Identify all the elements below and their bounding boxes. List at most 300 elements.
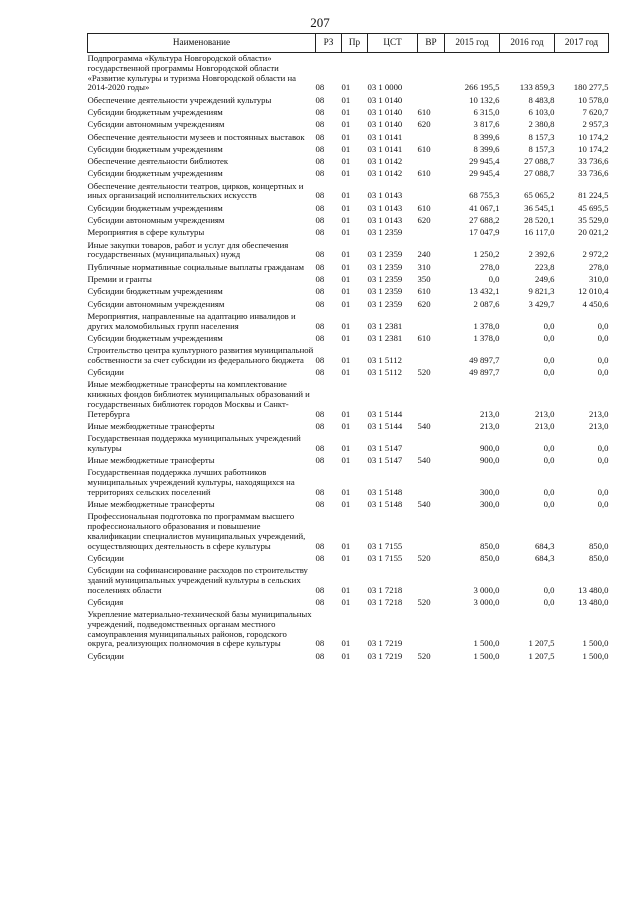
- cell-2016: 684,3: [534, 552, 555, 563]
- cell-rz: 08: [315, 286, 325, 297]
- cell-2016: 0,0: [543, 367, 555, 378]
- cell-rz: 08: [315, 249, 325, 260]
- cell-vr: [418, 345, 445, 367]
- cell-pr: 01: [341, 202, 351, 213]
- table-row: [88, 379, 609, 420]
- cell-2017: 20 021,2: [578, 227, 609, 238]
- cell-pr: 01: [341, 638, 351, 649]
- cell-2016: 0,0: [543, 442, 555, 453]
- cell-2017: 180 277,5: [573, 82, 609, 93]
- cell-rz: 08: [315, 420, 325, 431]
- cell-name: Субсидии автономным учреждениям: [87, 298, 225, 309]
- cell-name: Мероприятия, направленные на адаптацию инвалидов и других маломобильных групп населения: [87, 310, 296, 331]
- cell-2015: 900,0: [479, 455, 500, 466]
- cell-cst: 03 1 7218: [367, 596, 403, 607]
- header-2015: 2015 год: [445, 34, 500, 53]
- cell-cst: 03 1 0142: [367, 156, 403, 167]
- cell-vr: 610: [417, 332, 431, 343]
- cell-2015: 29 945,4: [469, 168, 500, 179]
- cell-2016: 8 157,3: [528, 143, 555, 154]
- cell-vr: 310: [417, 261, 431, 272]
- cell-2017: 1 500,0: [582, 638, 609, 649]
- cell-name: Подпрограмма «Культура Новгородской области» государственной программы Новгородской области «Развитие культуры и туризма Новгородской области на 2014-2020 годы»: [87, 53, 296, 93]
- cell-2017: 0,0: [597, 486, 609, 497]
- cell-name: Субсидии автономным учреждениям: [87, 119, 225, 130]
- cell-rz: 08: [315, 455, 325, 466]
- cell-name: Субсидии бюджетным учреждениям: [87, 143, 223, 154]
- cell-rz: 08: [315, 261, 325, 272]
- cell-2015: 300,0: [479, 499, 500, 510]
- table-row: [88, 333, 609, 345]
- cell-2016: 0,0: [543, 455, 555, 466]
- cell-2016: 36 545,1: [524, 202, 555, 213]
- cell-name: Субсидии бюджетным учреждениям: [87, 286, 223, 297]
- cell-2015: 1 378,0: [473, 320, 500, 331]
- cell-2017: 13 480,0: [578, 584, 609, 595]
- cell-vr: 620: [417, 119, 431, 130]
- cell-2017: 850,0: [588, 540, 609, 551]
- cell-vr: [418, 467, 445, 499]
- cell-pr: 01: [341, 190, 351, 201]
- cell-pr: 01: [341, 286, 351, 297]
- cell-2016: 6 103,0: [528, 107, 555, 117]
- cell-2015: 266 195,5: [464, 82, 500, 93]
- cell-vr: 350: [417, 273, 431, 284]
- cell-cst: 03 1 7218: [367, 584, 403, 595]
- cell-2017: 310,0: [588, 273, 609, 284]
- table-row: [88, 311, 609, 333]
- cell-rz: 08: [315, 227, 325, 238]
- table-row: [88, 298, 609, 310]
- table-row: [88, 53, 609, 95]
- table-row: [88, 227, 609, 239]
- cell-vr: 540: [417, 455, 431, 466]
- cell-2017: 0,0: [597, 354, 609, 365]
- cell-rz: 08: [315, 552, 325, 563]
- cell-pr: 01: [341, 261, 351, 272]
- cell-name: Строительство центра культурного развития муниципальной собственности за счет субсидии из федерального бюджета: [87, 345, 314, 365]
- cell-pr: 01: [341, 332, 351, 343]
- cell-cst: 03 1 5148: [367, 486, 403, 497]
- cell-2017: 2 957,3: [582, 119, 609, 130]
- cell-name: Субсидии на софинансирование расходов по строительству зданий муниципальных учреждений культуры в сельских поселениях области: [87, 565, 308, 595]
- cell-rz: 08: [315, 442, 325, 453]
- table-row: [88, 286, 609, 298]
- cell-2017: 0,0: [597, 499, 609, 510]
- cell-pr: 01: [341, 552, 351, 563]
- cell-rz: 08: [315, 486, 325, 497]
- cell-pr: 01: [341, 215, 351, 226]
- cell-pr: 01: [341, 584, 351, 595]
- cell-pr: 01: [341, 408, 351, 419]
- cell-cst: 03 1 5144: [367, 420, 403, 431]
- cell-2017: 2 972,2: [582, 249, 609, 260]
- table-body: [88, 53, 609, 663]
- cell-2016: 0,0: [543, 499, 555, 510]
- cell-name: Субсидии: [87, 552, 124, 563]
- cell-rz: 08: [315, 298, 325, 309]
- cell-2016: 16 117,0: [524, 227, 555, 238]
- cell-rz: 08: [315, 320, 325, 331]
- table-row: [88, 156, 609, 168]
- cell-name: Иные закупки товаров, работ и услуг для обеспечения государственных (муниципальных) нужд: [87, 239, 289, 260]
- cell-2017: 0,0: [597, 332, 609, 343]
- cell-2015: 27 688,2: [469, 215, 500, 226]
- cell-cst: 03 1 7155: [367, 552, 403, 563]
- cell-rz: 08: [315, 168, 325, 179]
- cell-vr: [418, 53, 445, 95]
- cell-pr: 01: [341, 455, 351, 466]
- cell-rz: 08: [315, 143, 325, 154]
- cell-cst: 03 1 0000: [367, 82, 403, 93]
- table-row: [88, 239, 609, 261]
- cell-2015: 10 132,6: [469, 94, 500, 105]
- cell-pr: 01: [341, 540, 351, 551]
- table-row: [88, 94, 609, 106]
- cell-cst: 03 1 0141: [367, 143, 403, 154]
- cell-name: Иные межбюджетные трансферты: [87, 420, 215, 431]
- table-row: [88, 511, 609, 552]
- cell-name: Публичные нормативные социальные выплаты гражданам: [87, 261, 305, 272]
- cell-2016: 27 088,7: [524, 168, 555, 179]
- table-row: [88, 367, 609, 379]
- cell-vr: [418, 311, 445, 333]
- cell-vr: [418, 511, 445, 552]
- cell-rz: 08: [315, 367, 325, 378]
- cell-rz: 08: [315, 273, 325, 284]
- cell-pr: 01: [341, 650, 351, 661]
- cell-2015: 1 378,0: [473, 332, 500, 343]
- cell-name: Субсидии: [87, 650, 124, 661]
- cell-2016: 249,6: [534, 273, 555, 284]
- cell-rz: 08: [315, 82, 325, 93]
- cell-2015: 68 755,3: [469, 190, 500, 201]
- cell-pr: 01: [341, 82, 351, 93]
- table-row: [88, 345, 609, 367]
- table-row: [88, 609, 609, 650]
- cell-pr: 01: [341, 227, 351, 238]
- cell-2016: 0,0: [543, 596, 555, 607]
- cell-2017: 7 620,7: [582, 107, 609, 117]
- cell-vr: [418, 379, 445, 420]
- cell-cst: 03 1 2359: [367, 261, 403, 272]
- cell-rz: 08: [315, 408, 325, 419]
- cell-pr: 01: [341, 131, 351, 142]
- cell-vr: 610: [417, 202, 431, 213]
- cell-2015: 1 250,2: [473, 249, 500, 260]
- cell-2017: 10 174,2: [578, 131, 609, 142]
- cell-rz: 08: [315, 119, 325, 130]
- cell-cst: 03 1 0142: [367, 168, 403, 179]
- cell-name: Обеспечение деятельности учреждений культуры: [87, 94, 272, 105]
- cell-vr: [418, 156, 445, 168]
- cell-2017: 0,0: [597, 455, 609, 466]
- table-row: [88, 144, 609, 156]
- table-row: [88, 553, 609, 565]
- cell-2015: 29 945,4: [469, 156, 500, 167]
- table-row: [88, 131, 609, 143]
- cell-vr: 240: [417, 249, 431, 260]
- cell-2016: 1 207,5: [528, 650, 555, 661]
- cell-vr: 610: [417, 107, 431, 117]
- cell-2017: 33 736,6: [578, 156, 609, 167]
- cell-cst: 03 1 2359: [367, 249, 403, 260]
- cell-2016: 0,0: [543, 354, 555, 365]
- cell-cst: 03 1 7155: [367, 540, 403, 551]
- cell-2017: 850,0: [588, 552, 609, 563]
- cell-name: Премии и гранты: [87, 273, 152, 284]
- cell-2017: 213,0: [588, 408, 609, 419]
- table-row: [88, 261, 609, 273]
- cell-2016: 133 859,3: [519, 82, 555, 93]
- cell-rz: 08: [315, 190, 325, 201]
- cell-cst: 03 1 0140: [367, 94, 403, 105]
- cell-2017: 278,0: [588, 261, 609, 272]
- cell-2015: 850,0: [479, 552, 500, 563]
- cell-name: Обеспечение деятельности театров, цирков, концертных и иных организаций исполнительских искусств: [87, 180, 304, 201]
- cell-cst: 03 1 2359: [367, 286, 403, 297]
- cell-pr: 01: [341, 119, 351, 130]
- cell-name: Мероприятия в сфере культуры: [87, 227, 205, 238]
- cell-2017: 13 480,0: [578, 596, 609, 607]
- cell-2017: 81 224,5: [578, 190, 609, 201]
- header-row: [88, 34, 609, 53]
- cell-pr: 01: [341, 143, 351, 154]
- cell-2016: 2 380,8: [528, 119, 555, 130]
- cell-pr: 01: [341, 420, 351, 431]
- cell-cst: 03 1 0143: [367, 202, 403, 213]
- cell-name: Иные межбюджетные трансферты: [87, 499, 215, 510]
- cell-2017: 10 174,2: [578, 143, 609, 154]
- cell-2016: 213,0: [534, 408, 555, 419]
- cell-pr: 01: [341, 499, 351, 510]
- cell-2016: 0,0: [543, 332, 555, 343]
- cell-rz: 08: [315, 156, 325, 167]
- cell-pr: 01: [341, 94, 351, 105]
- cell-cst: 03 1 5144: [367, 408, 403, 419]
- cell-2015: 13 432,1: [469, 286, 500, 297]
- cell-name: Обеспечение деятельности музеев и постоянных выставок: [87, 131, 305, 142]
- cell-vr: [418, 565, 445, 597]
- cell-cst: 03 1 5148: [367, 499, 403, 510]
- cell-cst: 03 1 0143: [367, 215, 403, 226]
- cell-2016: 65 065,2: [524, 190, 555, 201]
- cell-2015: 17 047,9: [469, 227, 500, 238]
- cell-name: Субсидии бюджетным учреждениям: [87, 202, 223, 213]
- cell-2016: 213,0: [534, 420, 555, 431]
- cell-name: Обеспечение деятельности библиотек: [87, 156, 229, 167]
- cell-cst: 03 1 0140: [367, 107, 403, 117]
- cell-vr: 620: [417, 298, 431, 309]
- cell-2016: 0,0: [543, 584, 555, 595]
- cell-cst: 03 1 0141: [367, 131, 403, 142]
- cell-2015: 0,0: [488, 273, 500, 284]
- page-number: 207: [310, 15, 330, 30]
- cell-rz: 08: [315, 650, 325, 661]
- cell-cst: 03 1 5112: [367, 367, 402, 378]
- cell-vr: 610: [417, 143, 431, 154]
- cell-rz: 08: [315, 638, 325, 649]
- cell-rz: 08: [315, 332, 325, 343]
- table-row: [88, 433, 609, 455]
- cell-name: Иные межбюджетные трансферты на комплектование книжных фондов библиотек муниципальных образований и государственных библиотек городов Москвы и Санкт-Петербурга: [87, 379, 310, 419]
- cell-vr: 610: [417, 168, 431, 179]
- cell-cst: 03 1 2381: [367, 320, 403, 331]
- cell-vr: 520: [417, 367, 431, 378]
- table-row: [88, 119, 609, 131]
- cell-rz: 08: [315, 540, 325, 551]
- cell-vr: [418, 227, 445, 239]
- cell-cst: 03 1 5112: [367, 354, 402, 365]
- cell-pr: 01: [341, 367, 351, 378]
- cell-vr: [418, 131, 445, 143]
- header-pr: Пр: [342, 34, 368, 53]
- cell-vr: 540: [417, 420, 431, 431]
- cell-cst: 03 1 7219: [367, 638, 403, 649]
- cell-cst: 03 1 2381: [367, 332, 403, 343]
- cell-2017: 10 578,0: [578, 94, 609, 105]
- table-row: [88, 202, 609, 214]
- cell-pr: 01: [341, 486, 351, 497]
- cell-2015: 1 500,0: [473, 650, 500, 661]
- cell-2015: 300,0: [479, 486, 500, 497]
- cell-rz: 08: [315, 131, 325, 142]
- cell-cst: 03 1 0140: [367, 119, 403, 130]
- table-row: [88, 499, 609, 511]
- cell-2015: 278,0: [479, 261, 500, 272]
- cell-2016: 223,8: [534, 261, 555, 272]
- cell-2015: 8 399,6: [473, 143, 500, 154]
- cell-2017: 4 450,6: [582, 298, 609, 309]
- cell-name: Субсидии бюджетным учреждениям: [87, 168, 223, 179]
- cell-name: Субсидии бюджетным учреждениям: [87, 107, 223, 117]
- cell-rz: 08: [315, 584, 325, 595]
- cell-2015: 1 500,0: [473, 638, 500, 649]
- table-row: [88, 215, 609, 227]
- cell-2017: 12 010,4: [578, 286, 609, 297]
- budget-table: [87, 33, 609, 663]
- cell-vr: 620: [417, 215, 431, 226]
- cell-2015: 850,0: [479, 540, 500, 551]
- table-row: [88, 168, 609, 180]
- table-row: [88, 597, 609, 609]
- cell-2015: 2 087,6: [473, 298, 500, 309]
- cell-rz: 08: [315, 202, 325, 213]
- cell-vr: 520: [417, 596, 431, 607]
- cell-vr: [418, 609, 445, 650]
- header-name: Наименование: [88, 34, 316, 53]
- header-rz: РЗ: [316, 34, 342, 53]
- cell-2016: 9 821,3: [528, 286, 555, 297]
- cell-cst: 03 1 2359: [367, 273, 403, 284]
- cell-2015: 213,0: [479, 420, 500, 431]
- cell-2017: 35 529,0: [578, 215, 609, 226]
- cell-2015: 213,0: [479, 408, 500, 419]
- cell-name: Субсидии автономным учреждениям: [87, 215, 225, 226]
- cell-2017: 0,0: [597, 320, 609, 331]
- cell-2017: 213,0: [588, 420, 609, 431]
- cell-vr: 520: [417, 552, 431, 563]
- cell-2015: 8 399,6: [473, 131, 500, 142]
- header-cst: ЦСТ: [368, 34, 418, 53]
- cell-2015: 6 315,0: [473, 107, 500, 117]
- cell-rz: 08: [315, 499, 325, 510]
- cell-2017: 33 736,6: [578, 168, 609, 179]
- cell-vr: [418, 94, 445, 106]
- header-2016: 2016 год: [500, 34, 555, 53]
- cell-rz: 08: [315, 354, 325, 365]
- cell-name: Профессиональная подготовка по программам высшего профессионального образования и повышение квалификации специалистов муниципальных учреждений, осуществляющих деятельность в сфере культуры: [87, 511, 306, 551]
- cell-2016: 0,0: [543, 486, 555, 497]
- cell-2015: 49 897,7: [469, 354, 500, 365]
- cell-2015: 3 000,0: [473, 584, 500, 595]
- cell-pr: 01: [341, 107, 351, 117]
- cell-vr: [418, 433, 445, 455]
- cell-rz: 08: [315, 107, 325, 117]
- cell-2016: 3 429,7: [528, 298, 555, 309]
- cell-cst: 03 1 5147: [367, 455, 403, 466]
- cell-cst: 03 1 2359: [367, 227, 403, 238]
- cell-name: Укрепление материально-технической базы муниципальных учреждений, подведомственных органам местного самоуправления муниципальных районов, городского округа, реализующих полномочия в сфере культуры: [87, 609, 312, 649]
- table-row: [88, 274, 609, 286]
- cell-pr: 01: [341, 168, 351, 179]
- cell-name: Субсидии бюджетным учреждениям: [87, 332, 223, 343]
- cell-2016: 2 392,6: [528, 249, 555, 260]
- cell-2015: 3 817,6: [473, 119, 500, 130]
- cell-2015: 900,0: [479, 442, 500, 453]
- cell-vr: [418, 180, 445, 202]
- cell-2017: 45 695,5: [578, 202, 609, 213]
- cell-rz: 08: [315, 94, 325, 105]
- cell-name: Иные межбюджетные трансферты: [87, 455, 215, 466]
- cell-2016: 27 088,7: [524, 156, 555, 167]
- table-row: [88, 180, 609, 202]
- cell-2016: 8 157,3: [528, 131, 555, 142]
- cell-name: Субсидии: [87, 367, 124, 378]
- cell-pr: 01: [341, 442, 351, 453]
- cell-name: Государственная поддержка муниципальных учреждений культуры: [87, 433, 301, 453]
- cell-pr: 01: [341, 273, 351, 284]
- header-2017: 2017 год: [555, 34, 609, 53]
- cell-cst: 03 1 7219: [367, 650, 403, 661]
- cell-cst: 03 1 0143: [367, 190, 403, 201]
- cell-pr: 01: [341, 596, 351, 607]
- cell-2015: 41 067,1: [469, 202, 500, 213]
- cell-vr: 520: [417, 650, 431, 661]
- cell-2015: 49 897,7: [469, 367, 500, 378]
- cell-pr: 01: [341, 249, 351, 260]
- table-row: [88, 455, 609, 467]
- cell-pr: 01: [341, 320, 351, 331]
- cell-pr: 01: [341, 298, 351, 309]
- table-header: [88, 34, 609, 53]
- table-row: [88, 107, 609, 119]
- table-row: [88, 650, 609, 662]
- header-vr: ВР: [418, 34, 445, 53]
- cell-name: Субсидия: [87, 596, 124, 607]
- cell-2015: 3 000,0: [473, 596, 500, 607]
- cell-2017: 1 500,0: [582, 650, 609, 661]
- cell-rz: 08: [315, 215, 325, 226]
- table-row: [88, 421, 609, 433]
- cell-vr: 540: [417, 499, 431, 510]
- cell-cst: 03 1 5147: [367, 442, 403, 453]
- cell-pr: 01: [341, 156, 351, 167]
- cell-vr: 610: [417, 286, 431, 297]
- cell-2016: 684,3: [534, 540, 555, 551]
- cell-2016: 0,0: [543, 320, 555, 331]
- cell-2016: 1 207,5: [528, 638, 555, 649]
